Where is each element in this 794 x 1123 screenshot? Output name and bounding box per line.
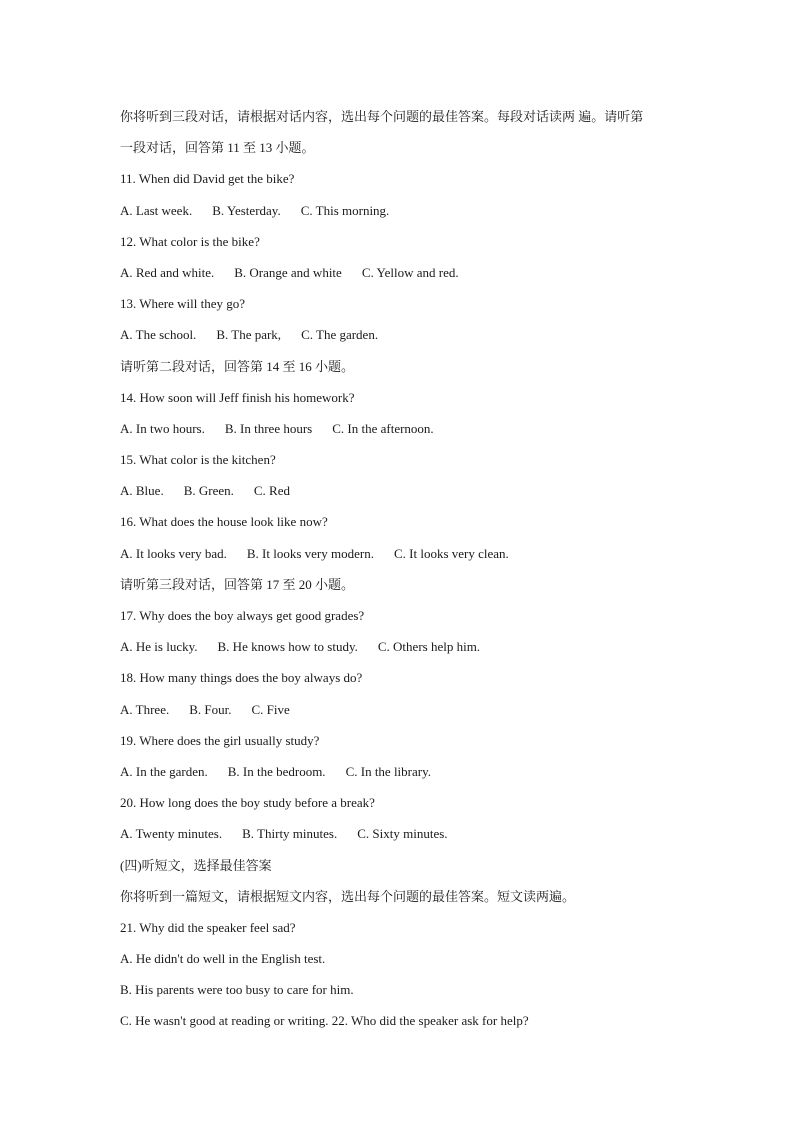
instruction-text: 请听第二段对话，回答第 14 至 16 小题。 <box>120 358 355 374</box>
answer-option: A. Last week. <box>120 202 193 218</box>
answer-options <box>120 195 690 226</box>
answer-options <box>120 475 690 506</box>
document-body <box>120 101 690 1037</box>
answer-options <box>120 319 690 350</box>
instruction-text: 请听第三段对话，回答第 17 至 20 小题。 <box>120 576 355 592</box>
question-text: 18. How many things does the boy always do? <box>120 670 363 686</box>
question-text: 15. What color is the kitchen? <box>120 452 276 468</box>
answer-option: B. Orange and white <box>234 264 342 280</box>
answer-option: A. In the garden. <box>120 763 208 779</box>
question-text: 11. When did David get the bike? <box>120 171 295 187</box>
answer-option: B. In three hours <box>224 420 313 436</box>
section-heading: (四)听短文，选择最佳答案 <box>120 857 272 873</box>
answer-options <box>120 257 690 288</box>
question-text: 14. How soon will Jeff finish his homework? <box>120 389 355 405</box>
answer-option: C. Yellow and red. <box>361 264 459 280</box>
question-text: 12. What color is the bike? <box>120 233 260 249</box>
answer-option: C. This morning. <box>300 202 390 218</box>
answer-option: A. Three. <box>120 701 170 717</box>
answer-option: C. Others help him. <box>377 639 481 655</box>
instruction-text: 一段对话，回答第 11 至 13 小题。 <box>120 140 315 156</box>
question-text: 21. Why did the speaker feel sad? <box>120 919 296 935</box>
answer-option: B. He knows how to study. <box>217 639 358 655</box>
answer-option: A. Blue. <box>120 483 164 499</box>
question-text: 13. Where will they go? <box>120 296 246 312</box>
answer-option: C. Five <box>251 701 290 717</box>
answer-options <box>120 631 690 662</box>
answer-option: C. Sixty minutes. <box>357 826 448 842</box>
answer-options <box>120 818 690 849</box>
answer-option: B. Thirty minutes. <box>242 826 338 842</box>
question-text: 17. Why does the boy always get good grades? <box>120 608 365 623</box>
answer-option: B. Four. <box>189 701 232 717</box>
answer-option: B. It looks very modern. <box>246 545 374 561</box>
answer-option: A. Red and white. <box>120 264 215 280</box>
answer-options <box>120 413 690 444</box>
question-text: 16. What does the house look like now? <box>120 514 328 530</box>
answer-option: C. In the afternoon. <box>332 420 434 436</box>
instruction-text: 你将听到三段对话，请根据对话内容，选出每个问题的最佳答案。每段对话读两 遍。请听第 <box>120 109 644 124</box>
answer-option: B. His parents were too busy to care for him. <box>120 982 354 998</box>
answer-option: A. It looks very bad. <box>120 545 227 561</box>
answer-option: B. Green. <box>183 483 234 499</box>
question-text: 19. Where does the girl usually study? <box>120 732 320 748</box>
answer-option: B. The park, <box>216 327 282 343</box>
answer-option: B. Yesterday. <box>212 202 281 218</box>
answer-option: A. Twenty minutes. <box>120 826 223 842</box>
answer-option: C. It looks very clean. <box>393 545 509 561</box>
answer-options <box>120 756 690 787</box>
answer-option: A. He didn't do well in the English test. <box>120 951 326 967</box>
answer-option: C. The garden. <box>301 327 379 343</box>
answer-option: A. The school. <box>120 327 197 343</box>
answer-option: A. In two hours. <box>120 420 205 436</box>
answer-options <box>120 538 690 569</box>
instruction-text: 你将听到一篇短文，请根据短文内容，选出每个问题的最佳答案。短文读两遍。 <box>120 888 576 904</box>
answer-options <box>120 694 690 725</box>
answer-option: C. He wasn't good at reading or writing. 22. Who did the speaker ask for help? <box>120 1013 529 1029</box>
answer-option: C. In the library. <box>345 763 432 779</box>
answer-option: B. In the bedroom. <box>227 763 326 779</box>
answer-option: A. He is lucky. <box>120 639 198 655</box>
question-text: 20. How long does the boy study before a break? <box>120 795 375 811</box>
answer-option: C. Red <box>253 483 291 499</box>
document-page <box>120 101 690 1037</box>
